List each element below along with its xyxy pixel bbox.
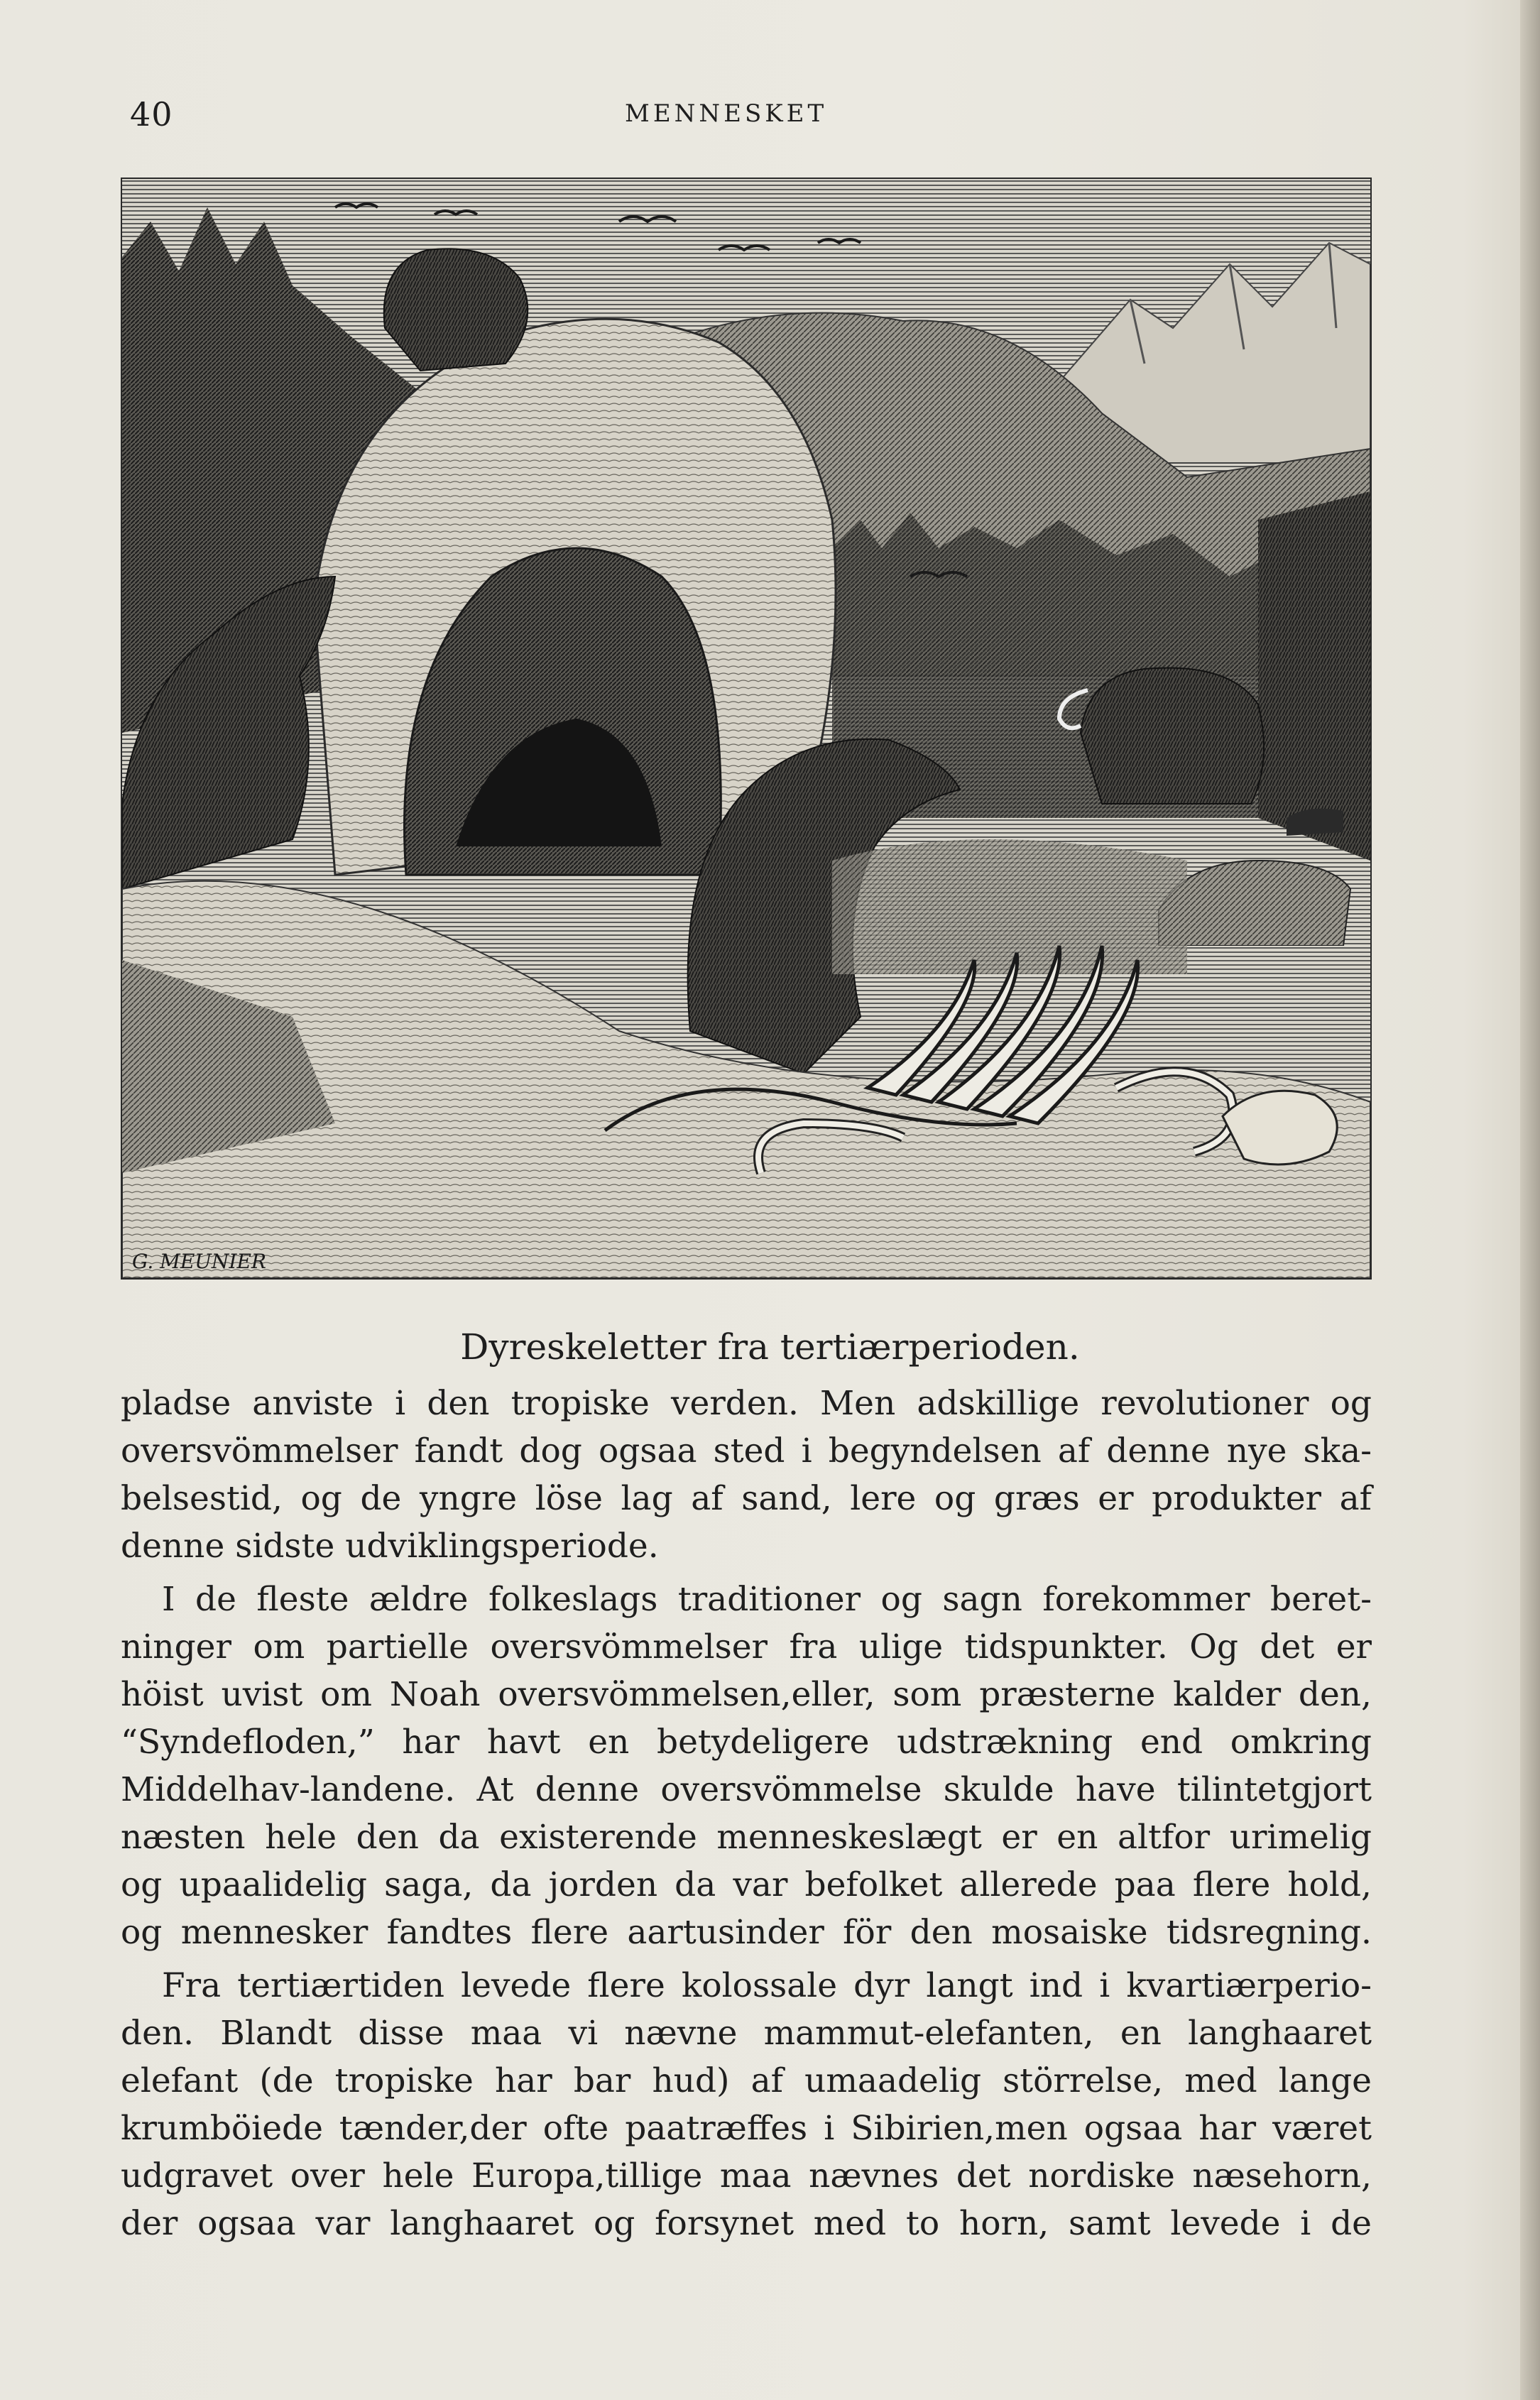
text-line: næsten hele den da existerende menneskeslægt er en altfor urimelig <box>121 1818 1372 1857</box>
text-line: krumböiede tænder,der ofte paatræffes i Sibirien,men ogsaa har været <box>121 2109 1372 2148</box>
text-line: oversvömmelser fandt dog ogsaa sted i begyndelsen af denne nye ska- <box>121 1431 1372 1471</box>
text-line: höist uvist om Noah oversvömmelsen,eller, som præsterne kalder den, <box>121 1675 1372 1714</box>
paragraph-2 <box>121 1576 1372 1956</box>
page-number: 40 <box>130 95 173 133</box>
text-line: den. Blandt disse maa vi nævne mammut-elefanten, en langhaaret <box>121 2014 1372 2053</box>
text-line: der ogsaa var langhaaret og forsynet med to horn, samt levede i de <box>121 2204 1372 2243</box>
engraving-illustration <box>121 178 1372 1280</box>
text-line: elefant (de tropiske har bar hud) af umaadelig störrelse, med lange <box>121 2061 1372 2100</box>
figure-caption: Dyreskeletter fra tertiærperioden. <box>460 1326 1080 1368</box>
bear-on-rock <box>384 249 528 371</box>
text-line: denne sidste udviklingsperiode. <box>121 1527 659 1566</box>
paragraph-1 <box>121 1380 1372 1570</box>
text-line: Middelhav-landene. At denne oversvömmelse skulde have tilintetgjort <box>121 1770 1372 1809</box>
paragraph-3 <box>121 1962 1372 2247</box>
artist-signature: G. MEUNIER <box>132 1250 266 1273</box>
mammoth-distant <box>1081 668 1264 804</box>
running-head: MENNESKET <box>625 99 828 128</box>
body-text <box>121 1380 1372 2253</box>
right-cliff <box>1258 491 1370 861</box>
grass <box>832 839 1187 974</box>
text-line: belsestid, og de yngre löse lag af sand, lere og græs er produkter af <box>121 1479 1372 1518</box>
text-line: og mennesker fandtes flere aartusinder för den mosaiske tidsregning. <box>121 1913 1372 1952</box>
text-line: og upaalidelig saga, da jorden da var befolket allerede paa flere hold, <box>121 1865 1372 1904</box>
text-line: pladse anviste i den tropiske verden. Men adskillige revolutioner og <box>121 1384 1372 1423</box>
text-line: udgravet over hele Europa,tillige maa nævnes det nordiske næsehorn, <box>121 2156 1372 2196</box>
text-line: Fra tertiærtiden levede flere kolossale dyr langt ind i kvartiærperio- <box>162 1966 1372 2005</box>
text-line: I de fleste ældre folkeslags traditioner og sagn forekommer beret- <box>162 1580 1372 1619</box>
text-line: “Syndefloden,” har havt en betydeligere udstrækning end omkring <box>121 1723 1372 1762</box>
text-line: ninger om partielle oversvömmelser fra ulige tidspunkter. Og det er <box>121 1627 1372 1667</box>
page-edge <box>1520 0 1540 2400</box>
